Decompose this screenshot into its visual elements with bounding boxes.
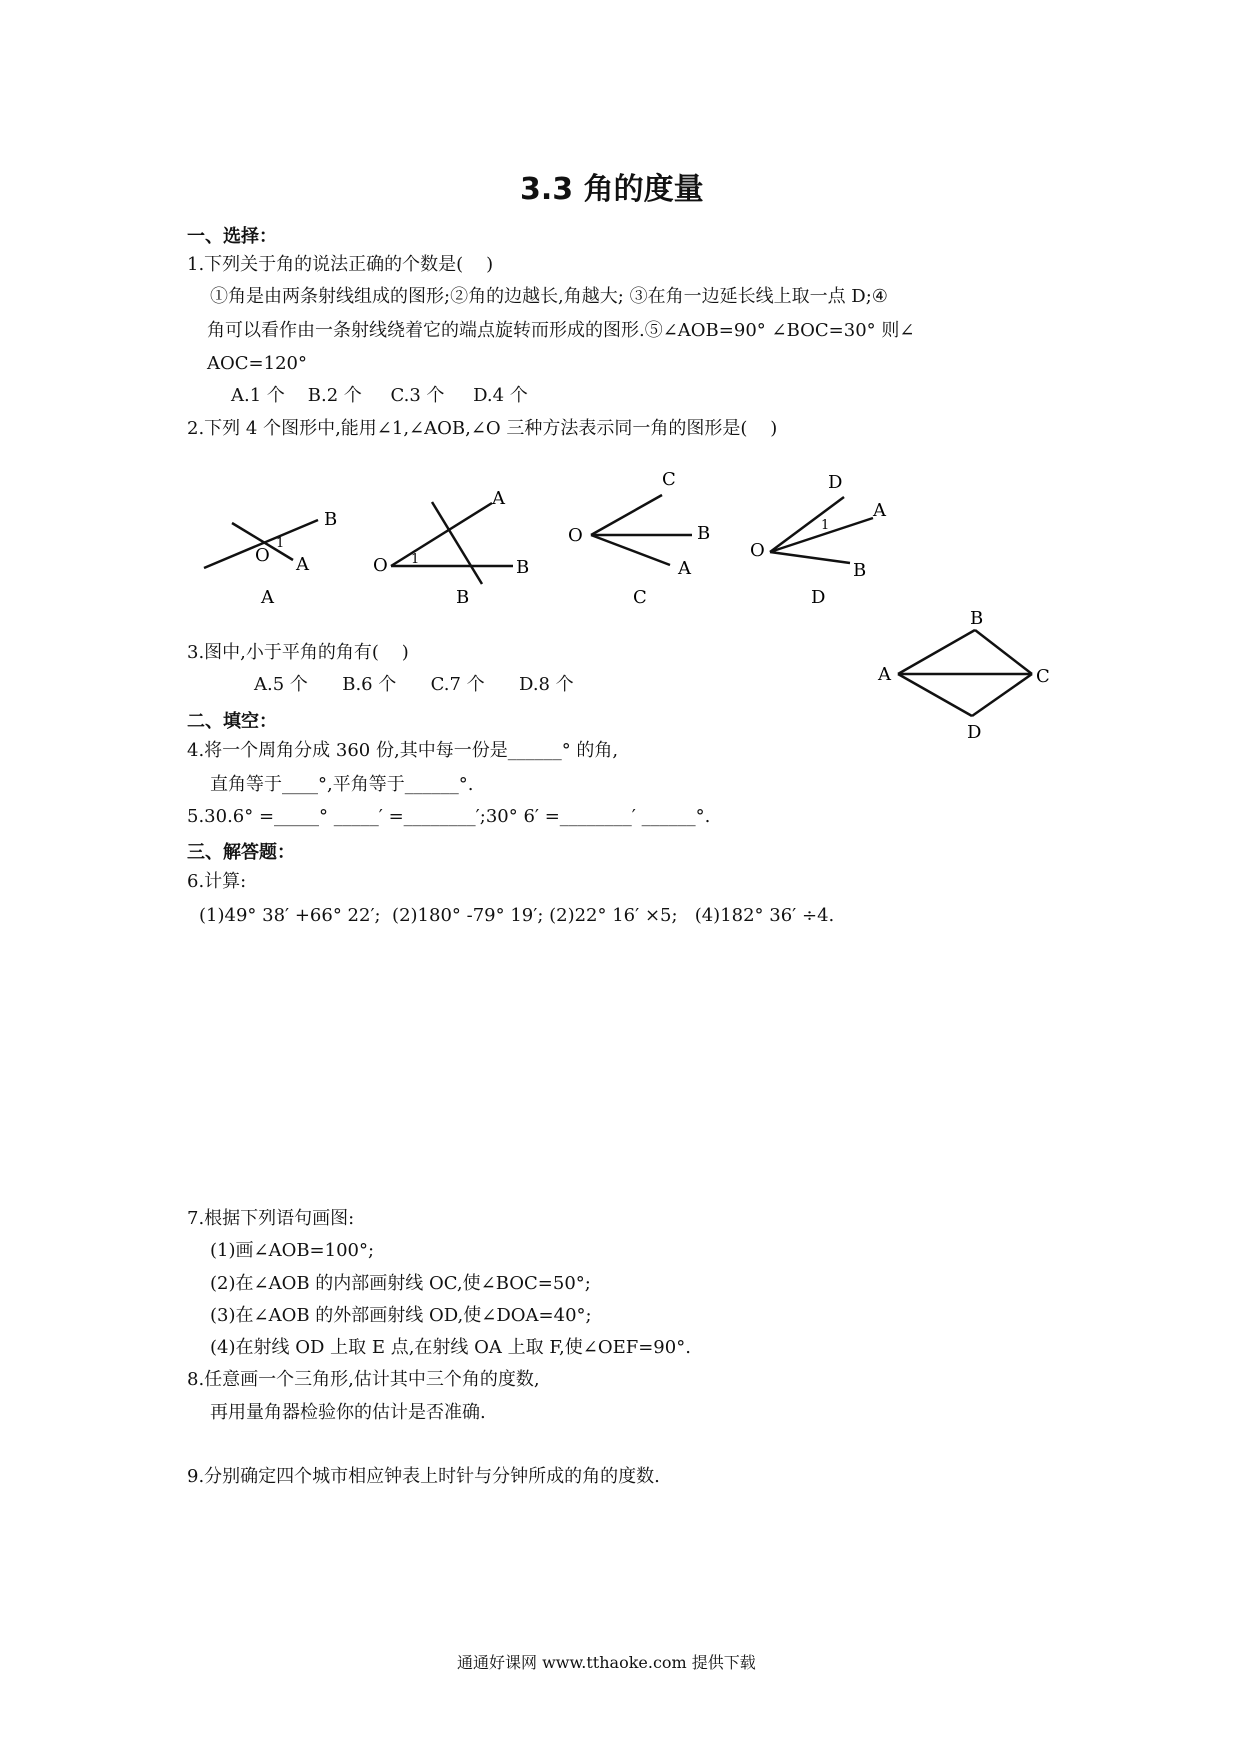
question-2-stem: 2.下列 4 个图形中,能用∠1,∠AOB,∠O 三种方法表示同一角的图形是( ) <box>187 418 778 439</box>
figure-a-label-1: 1 <box>276 536 285 551</box>
figure-d-label-1: 1 <box>821 518 830 533</box>
figure-a-label-a: A <box>296 554 309 575</box>
question-1-line-1: ①角是由两条射线组成的图形;②角的边越长,角越大; ③在角一边延长线上取一点 D;④ <box>210 286 888 307</box>
question-6-stem: 6.计算: <box>187 871 247 892</box>
question-3-label-d: D <box>967 722 982 743</box>
figure-d-label-d-top: D <box>828 472 843 493</box>
section-heading-fill: 二、填空： <box>187 711 277 732</box>
figure-d-ray-od <box>770 497 844 552</box>
figure-d-ray-ob <box>770 552 850 563</box>
figure-b-label-a: A <box>492 488 505 509</box>
question-9: 9.分别确定四个城市相应钟表上时针与分钟所成的角的度数. <box>187 1466 660 1487</box>
question-7-stem: 7.根据下列语句画图: <box>187 1208 355 1229</box>
footer-download-note: 通通好课网 www.tthaoke.com 提供下载 <box>457 1653 756 1672</box>
page-title: 3.3 角的度量 <box>520 172 704 207</box>
figure-d-caption: D <box>811 587 826 608</box>
question-3-options: A.5 个 B.6 个 C.7 个 D.8 个 <box>254 674 574 695</box>
figure-b-label-b: B <box>516 557 530 578</box>
segment-ab <box>898 630 975 674</box>
section-heading-choice: 一、选择： <box>187 226 277 247</box>
figure-c-label-a: A <box>678 558 691 579</box>
question-7-item-1: (1)画∠AOB=100°; <box>210 1240 375 1261</box>
question-7-item-4: (4)在射线 OD 上取 E 点,在射线 OA 上取 F,使∠OEF=90°. <box>210 1337 691 1358</box>
question-8-line-2: 再用量角器检验你的估计是否准确. <box>210 1402 486 1423</box>
question-1-options: A.1 个 B.2 个 C.3 个 D.4 个 <box>231 385 528 406</box>
question-8-line-1: 8.任意画一个三角形,估计其中三个角的度数, <box>187 1369 540 1390</box>
figure-d-label-o: O <box>750 540 765 561</box>
question-7-item-2: (2)在∠AOB 的内部画射线 OC,使∠BOC=50°; <box>210 1273 591 1294</box>
question-1-line-2: 角可以看作由一条射线绕着它的端点旋转而形成的图形.⑤∠AOB=90° ∠BOC=30° 则∠ <box>207 320 915 341</box>
question-7-item-3: (3)在∠AOB 的外部画射线 OD,使∠DOA=40°; <box>210 1305 592 1326</box>
figure-c-ray-oa <box>591 535 670 565</box>
figure-b <box>391 502 513 584</box>
figure-c-label-c-top: C <box>662 469 676 490</box>
figure-a-caption: A <box>261 587 274 608</box>
question-5: 5.30.6° =_____° _____′ =________′;30° 6′ =________′ ______°. <box>187 806 711 827</box>
question-1-stem: 1.下列关于角的说法正确的个数是( ) <box>187 254 494 275</box>
figure-b-ray-oa <box>391 503 492 566</box>
figure-d-label-a: A <box>873 500 886 521</box>
figure-b-caption: B <box>456 587 470 608</box>
figure-b-label-1: 1 <box>411 552 420 567</box>
figure-c-ray-oc <box>591 495 662 535</box>
question-6-items: (1)49° 38′ +66° 22′; (2)180° -79° 19′; (2)22° 16′ ×5; (4)182° 36′ ÷4. <box>199 905 835 926</box>
segment-bc <box>975 630 1032 674</box>
question-3-label-c: C <box>1036 666 1050 687</box>
segment-cd <box>972 674 1032 716</box>
question-4-line-1: 4.将一个周角分成 360 份,其中每一份是______° 的角, <box>187 740 619 761</box>
figure-b-label-o: O <box>373 555 388 576</box>
figure-c-caption: C <box>633 587 647 608</box>
segment-da <box>898 674 972 716</box>
question-1-line-3: AOC=120° <box>207 353 307 374</box>
figure-c-label-o: O <box>568 525 583 546</box>
figure-a-label-b: B <box>324 509 338 530</box>
question-3-label-a: A <box>878 664 891 685</box>
figure-d-label-b: B <box>853 560 867 581</box>
section-heading-answer: 三、解答题： <box>187 842 295 863</box>
question-4-line-2: 直角等于____°,平角等于______°. <box>210 774 474 795</box>
figure-c-label-b: B <box>697 523 711 544</box>
question-3-figure <box>898 630 1032 716</box>
figure-c <box>591 495 692 565</box>
question-3-stem: 3.图中,小于平角的角有( ) <box>187 642 409 663</box>
figure-a-label-o: O <box>255 545 270 566</box>
question-3-label-b: B <box>970 608 984 629</box>
